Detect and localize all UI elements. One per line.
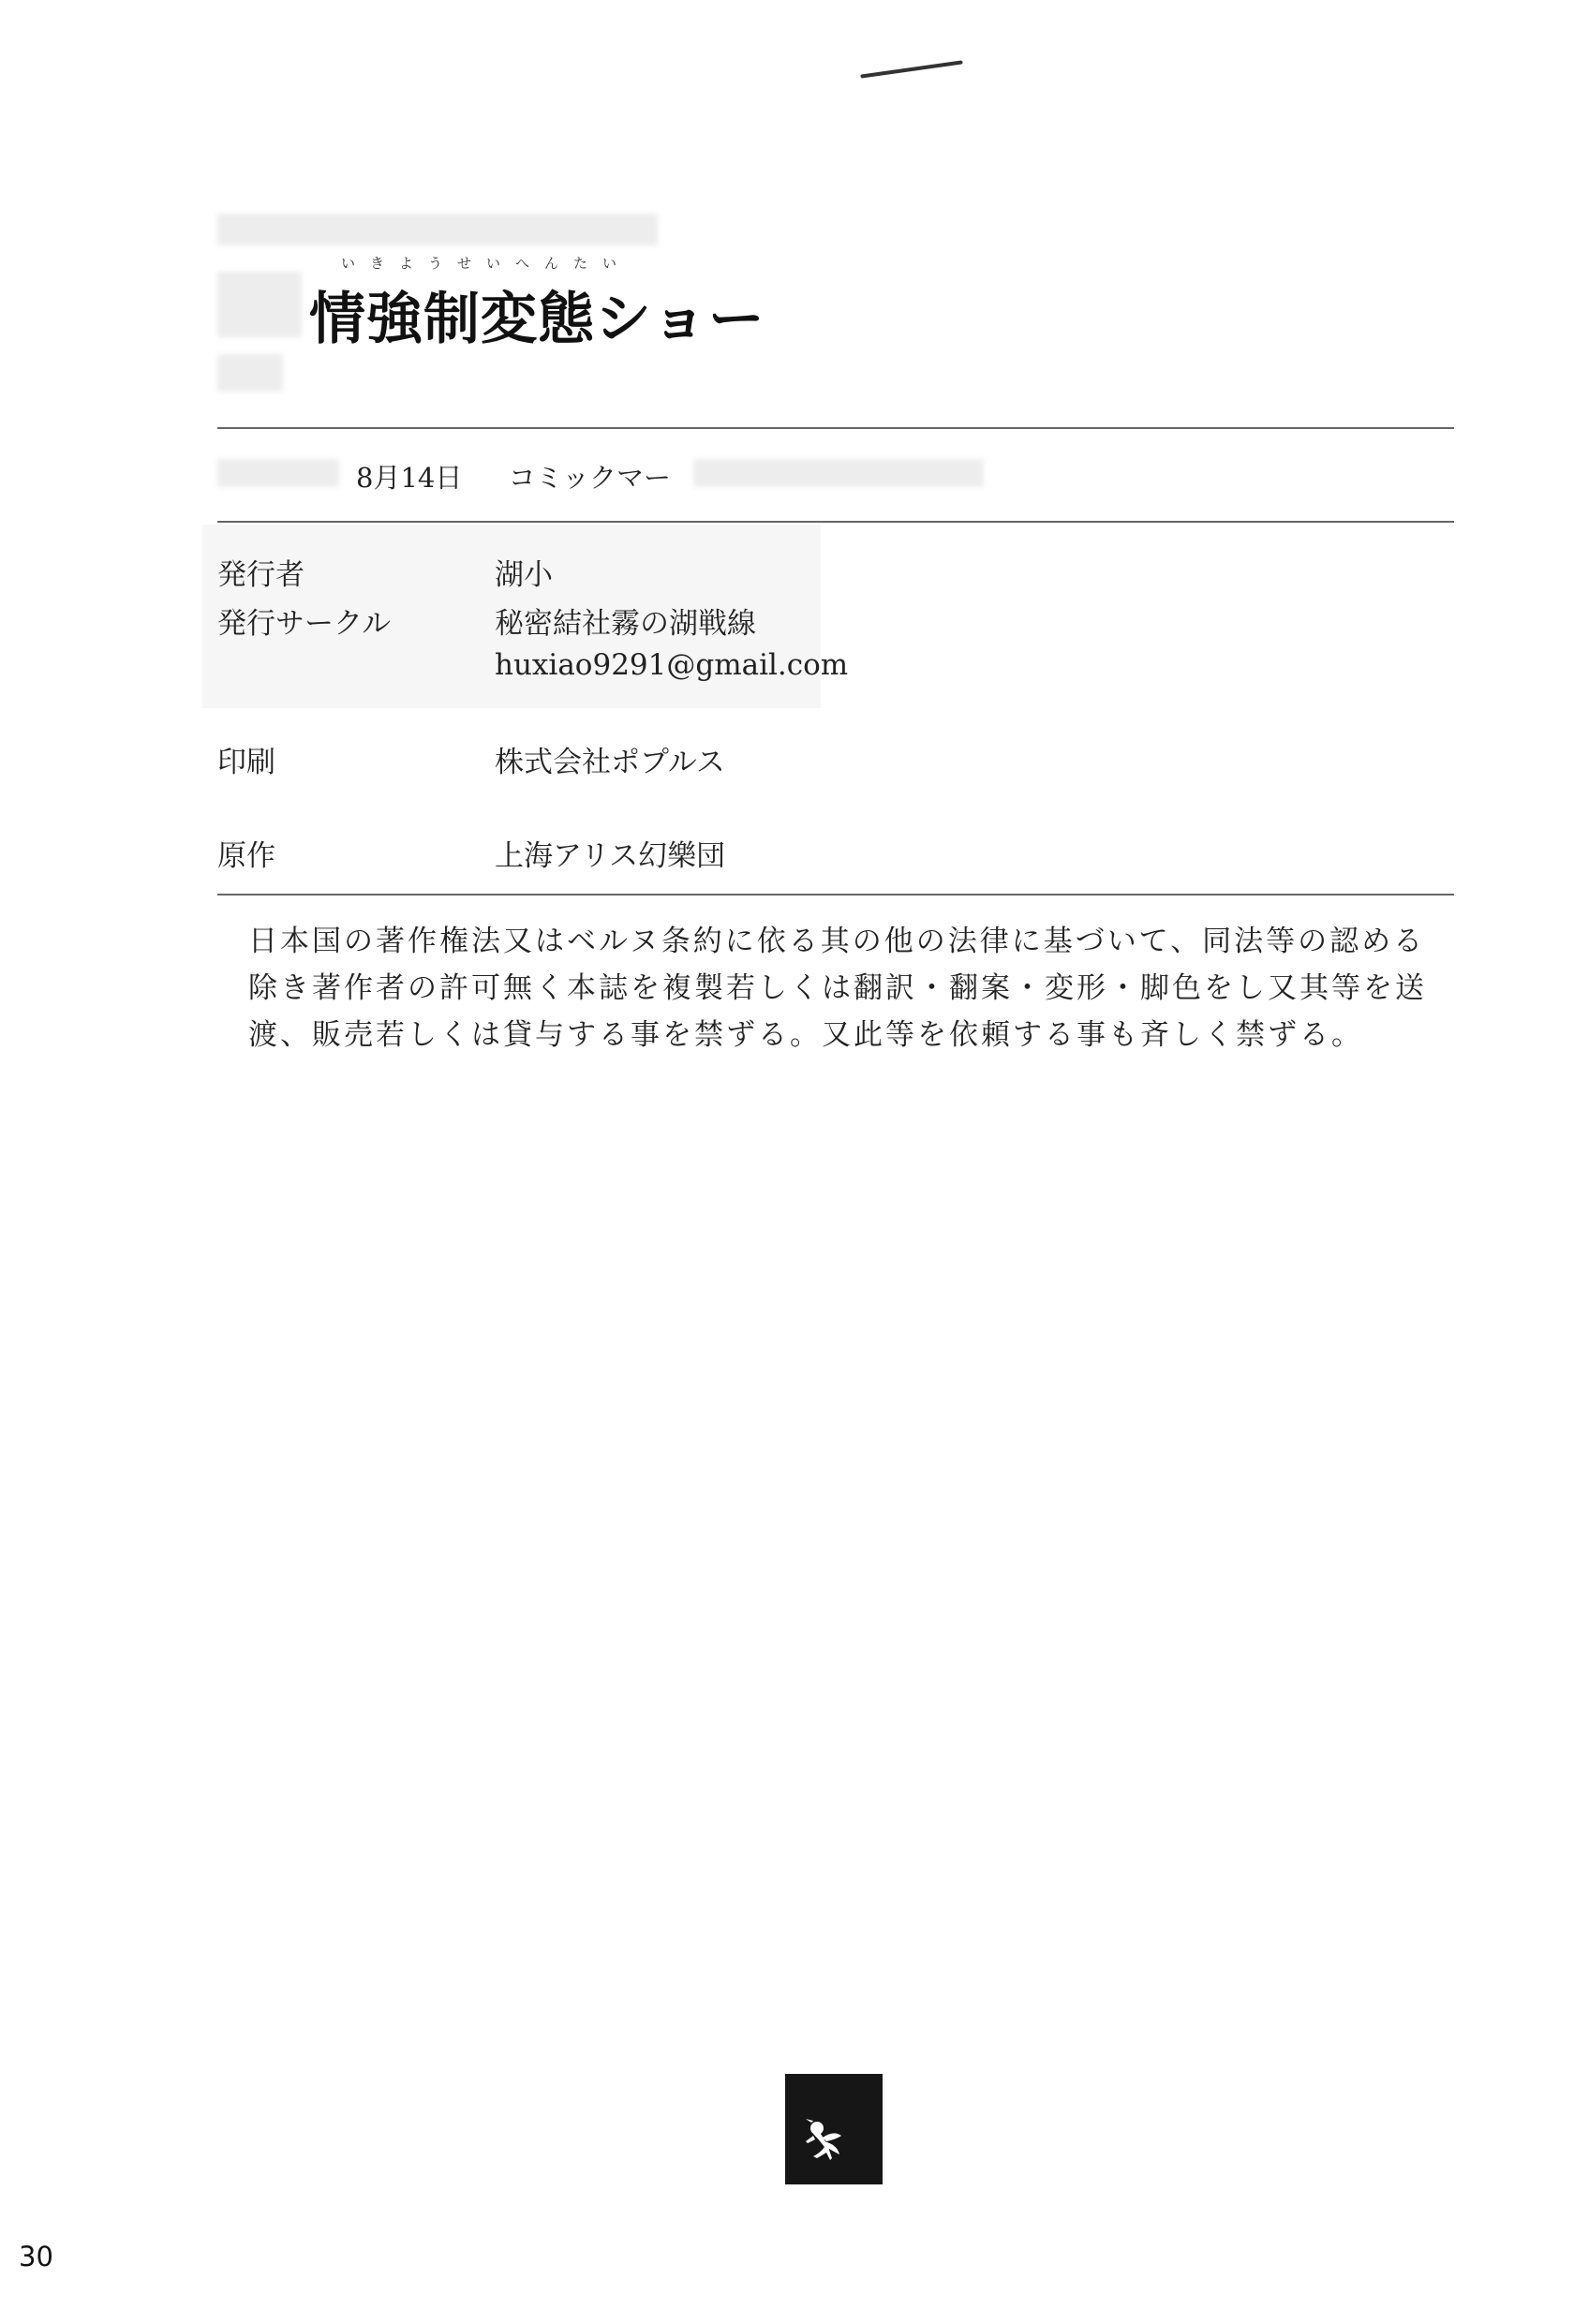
email-value: huxiao9291@gmail.com — [495, 648, 849, 682]
bleed-through-mark — [217, 354, 283, 392]
bleed-through-mark — [217, 272, 302, 337]
copyright-notice — [248, 918, 1466, 1058]
divider — [217, 521, 1454, 523]
bleed-through-mark — [693, 459, 984, 487]
title-block — [309, 253, 765, 355]
circle-value: 秘密結社霧の湖戦線 — [495, 607, 756, 641]
event-line — [356, 457, 671, 496]
circle-logo — [785, 2074, 883, 2184]
bleed-through-mark — [217, 214, 658, 245]
event-date: 8月14日 — [356, 462, 463, 494]
event-name: コミックマー — [508, 462, 671, 494]
notice-line: 渡、販売若しくは貸与する事を禁ずる。又此等を依頼する事も斉しく禁ずる。 — [248, 1018, 1363, 1052]
printer-value: 株式会社ポプルス — [495, 746, 725, 779]
fairy-silhouette-icon — [785, 2074, 883, 2184]
pen-scratch-mark — [860, 60, 962, 78]
divider — [217, 894, 1454, 896]
notice-line: 日本国の著作権法又はベルヌ条約に依る其の他の法律に基づいて、同法等の認める — [248, 925, 1426, 958]
bleed-through-mark — [217, 459, 339, 487]
publisher-label: 発行者 — [217, 558, 304, 592]
notice-line: 除き著作者の許可無く本誌を複製若しくは翻訳・翻案・変形・脚色をし又其等を送 — [248, 971, 1427, 1005]
divider — [217, 427, 1454, 429]
original-value: 上海アリス幻樂団 — [495, 839, 726, 873]
publisher-value: 湖小 — [495, 558, 553, 592]
page-title: 情強制変態ショー — [309, 287, 765, 352]
original-label: 原作 — [217, 839, 275, 873]
title-ruby: いきようせいへんたい — [341, 255, 632, 272]
circle-label: 発行サークル — [217, 607, 392, 641]
printer-label: 印刷 — [217, 746, 275, 779]
page-number: 30 — [19, 2241, 53, 2272]
